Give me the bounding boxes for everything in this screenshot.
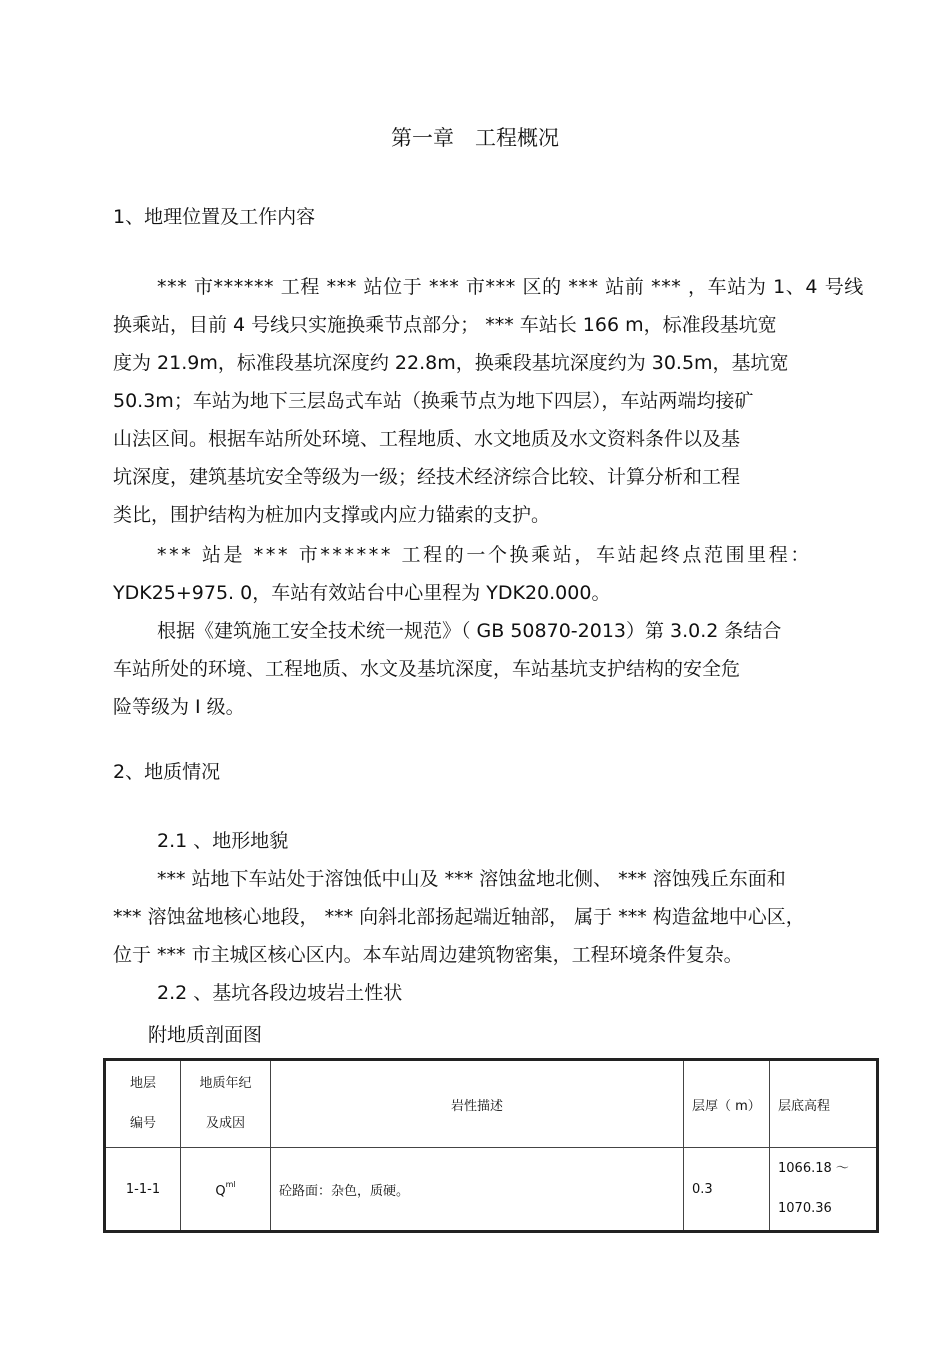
paragraph-line: YDK25+975. 0，车站有效站台中心里程为 YDK20.000。 (113, 582, 611, 604)
section1-heading: 1、地理位置及工作内容 (113, 206, 316, 228)
paragraph-line: 度为 21.9m，标准段基坑深度约 22.8m，换乘段基坑深度约为 30.5m，基坑宽 (113, 352, 789, 374)
subsection-heading: 2.1 、地形地貌 (157, 830, 289, 852)
paragraph-line: 险等级为 Ⅰ 级。 (113, 696, 245, 718)
figure-note: 附地质剖面图 (148, 1024, 263, 1046)
paragraph-line: 50.3m；车站为地下三层岛式车站（换乘节点为地下四层），车站两端均接矿 (113, 390, 754, 412)
cell-description: 砼路面：杂色，质硬。 (271, 1148, 684, 1232)
header-description: 岩性描述 (271, 1060, 684, 1148)
paragraph-line: 换乘站，目前 4 号线只实施换乘节点部分； *** 车站长 166 m，标准段基坑宽 (113, 314, 777, 336)
paragraph-line: 类比，围护结构为桩加内支撑或内应力锚索的支护。 (113, 504, 551, 526)
paragraph-line: *** 站是 *** 市****** 工程的一个换乘站，车站起终点范围里程： (157, 544, 812, 566)
cell-thickness: 0.3 (684, 1148, 770, 1232)
paragraph-line: 位于 *** 市主城区核心区内。本车站周边建筑物密集，工程环境条件复杂。 (113, 944, 743, 966)
cell-age: $Q^{ml}$ (181, 1148, 271, 1232)
paragraph-line: 山法区间。根据车站所处环境、工程地质、水文地质及水文资料条件以及基 (113, 428, 741, 450)
paragraph-line: 车站所处的环境、工程地质、水文及基坑深度，车站基坑支护结构的安全危 (113, 658, 741, 680)
paragraph-line: 坑深度，建筑基坑安全等级为一级；经技术经济综合比较、计算分析和工程 (113, 466, 741, 488)
cell-layer-no: 1-1-1 (105, 1148, 181, 1232)
subsection-heading: 2.2 、基坑各段边坡岩土性状 (157, 982, 403, 1004)
table-row (105, 1148, 878, 1232)
table-header-row (105, 1060, 878, 1148)
paragraph-line: *** 市****** 工程 *** 站位于 *** 市*** 区的 *** 站前 *** ，车站为 1、4 号线 (157, 276, 864, 298)
chapter-title: 第一章 工程概况 (391, 126, 559, 150)
header-age: 地质年纪 及成因 (181, 1060, 271, 1148)
section2-heading: 2、地质情况 (113, 761, 221, 783)
header-thickness: 层厚（ m） (684, 1060, 770, 1148)
geology-table (103, 1058, 879, 1233)
header-layer-no: 地层 编号 (105, 1060, 181, 1148)
paragraph-line: *** 站地下车站处于溶蚀低中山及 *** 溶蚀盆地北侧、 *** 溶蚀残丘东面和 (157, 868, 786, 890)
header-bottom-elevation: 层底高程 (770, 1060, 878, 1148)
paragraph-line: 根据《建筑施工安全技术统一规范》（ GB 50870-2013）第 3.0.2 条结合 (157, 620, 782, 642)
paragraph-line: *** 溶蚀盆地核心地段， *** 向斜北部扬起端近轴部， 属于 *** 构造盆地中心区， (113, 906, 805, 928)
cell-bottom-elevation: 1066.18 ～ 1070.36 (770, 1148, 878, 1232)
